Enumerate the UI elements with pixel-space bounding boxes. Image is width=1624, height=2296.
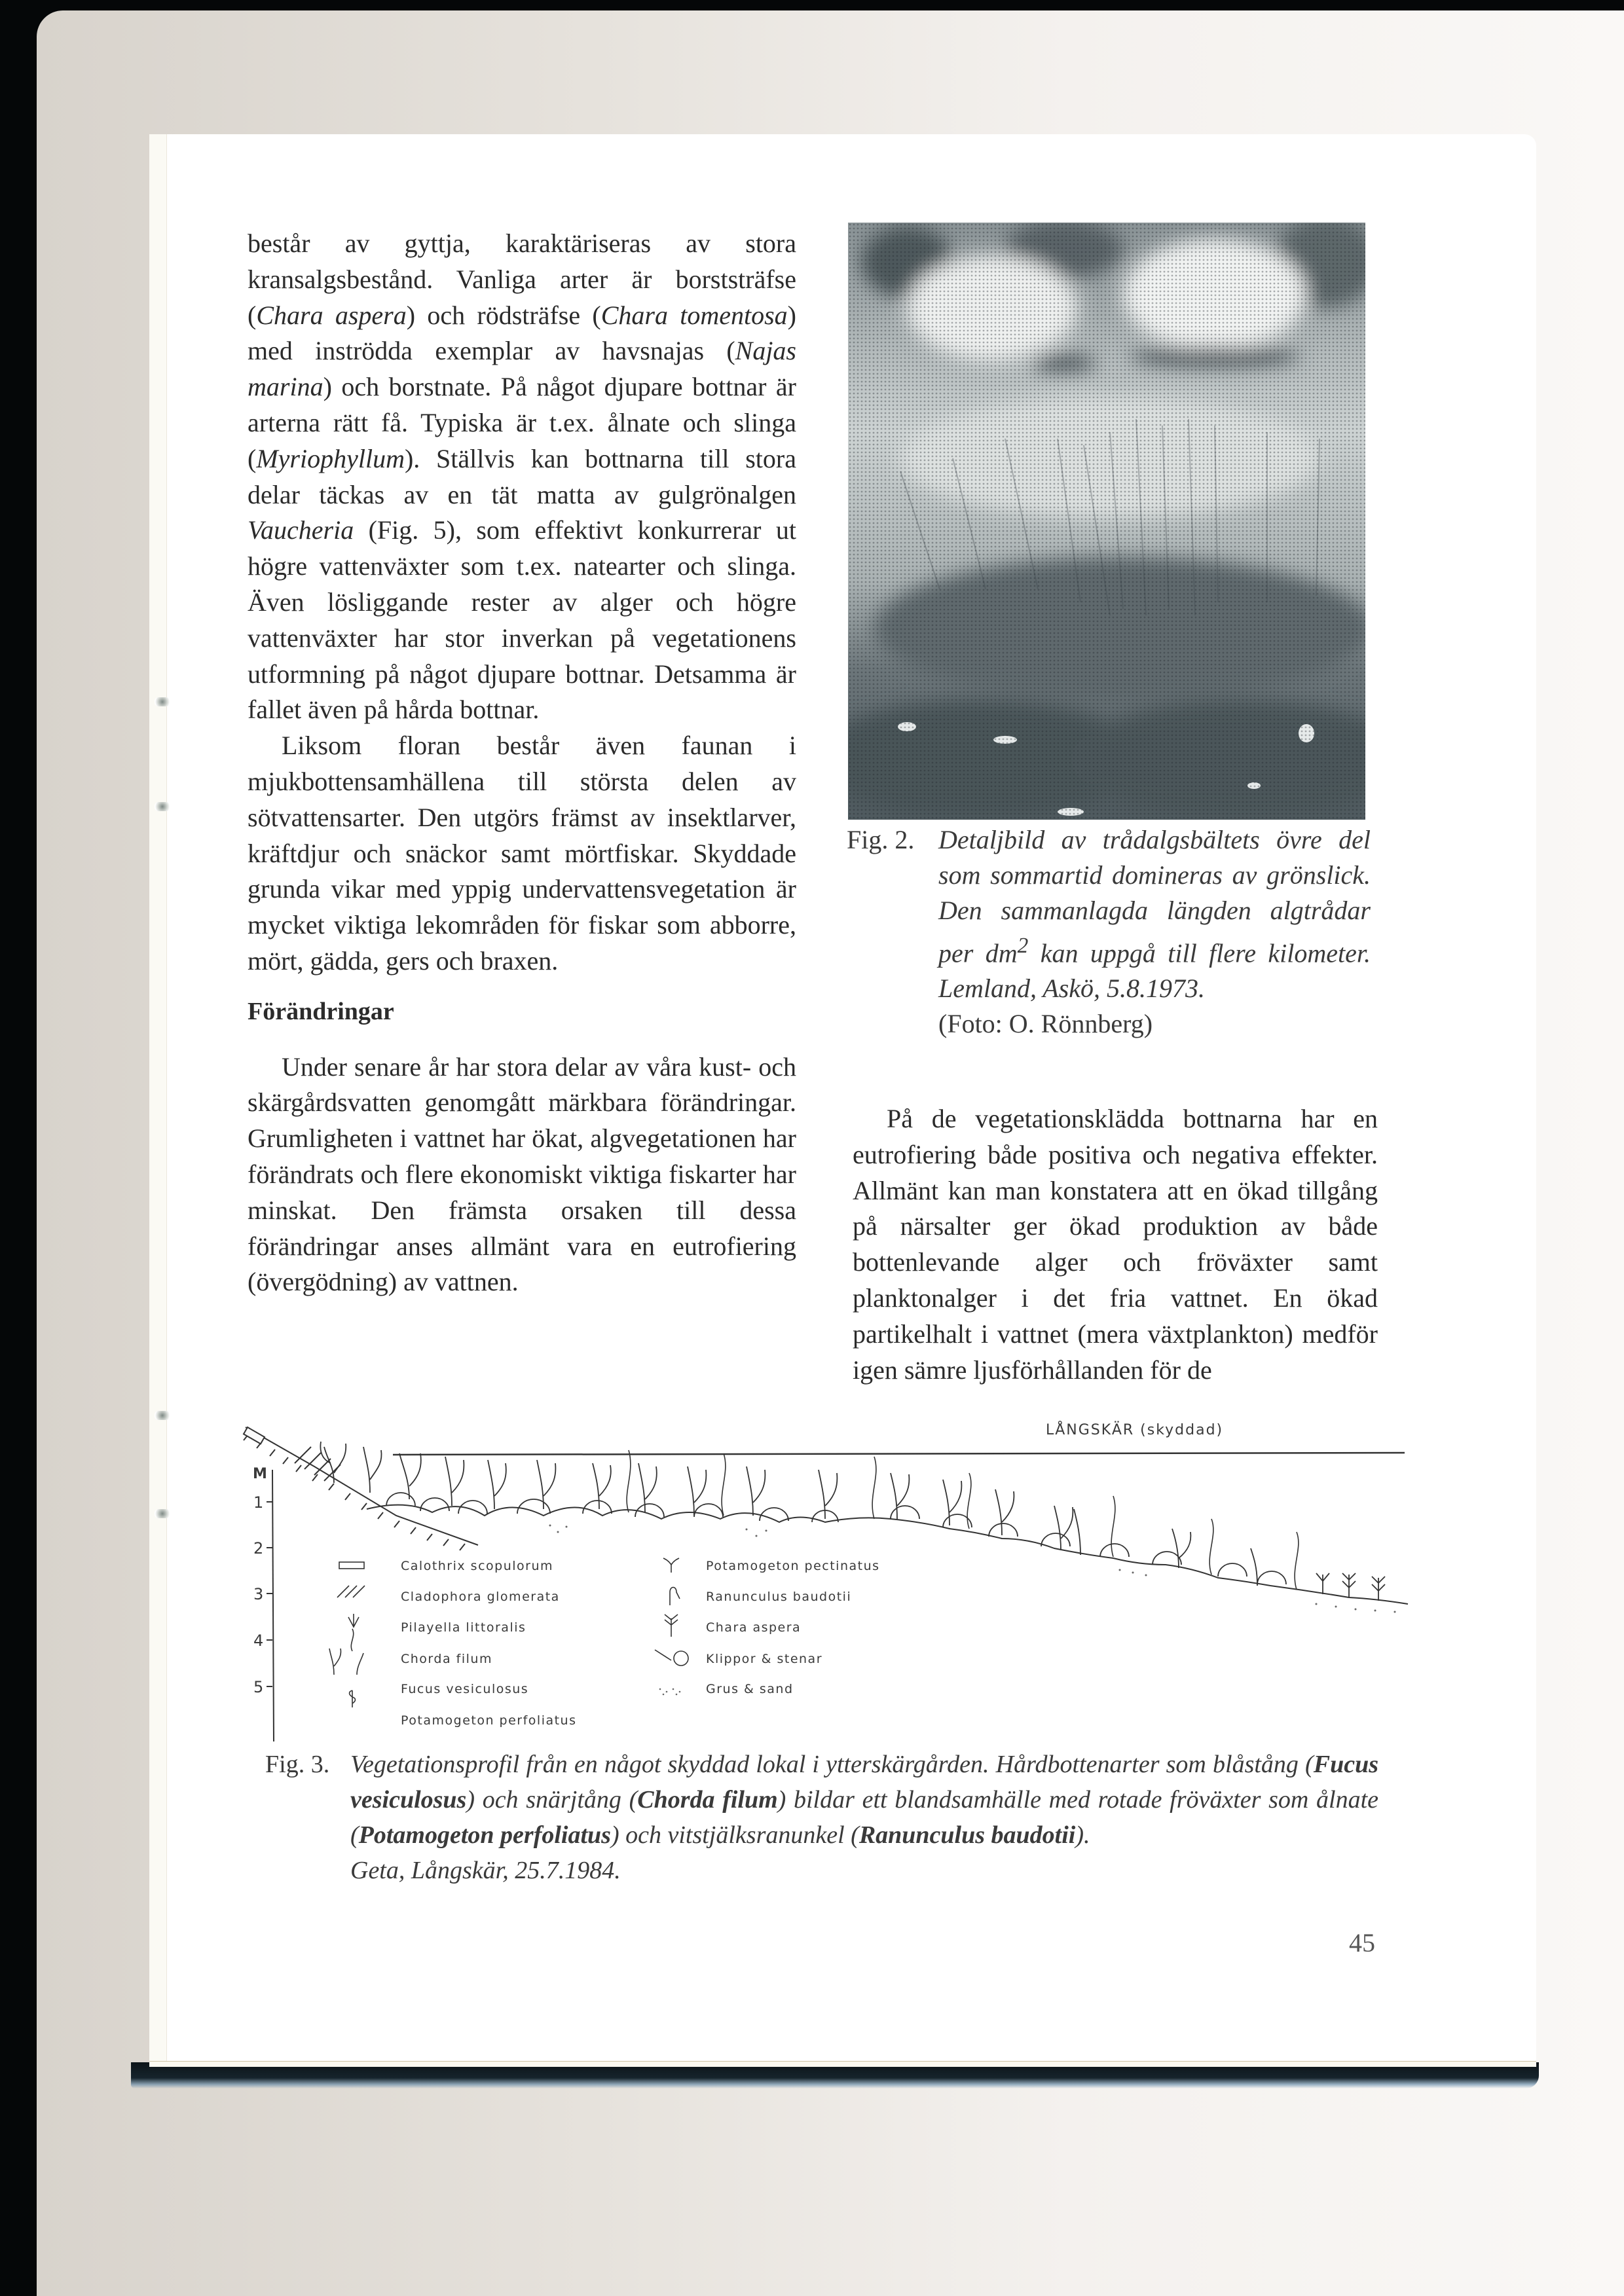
text-run: ) med inströdda exemplar av havsnajas ( xyxy=(248,300,796,366)
chorda-strand-icon xyxy=(351,1629,353,1651)
ranunculus-hook-icon xyxy=(670,1588,680,1606)
species-name: Myriophyllum xyxy=(256,443,405,473)
rock-slope xyxy=(244,1427,478,1550)
depth-tick-label: 3 xyxy=(253,1585,264,1603)
caption-body xyxy=(938,822,1371,1042)
legend-label: Cladophora glomerata xyxy=(401,1590,560,1604)
figure-2-caption xyxy=(847,822,1371,1042)
right-text-column xyxy=(853,1101,1378,1388)
text-run: ) och borstnate. På något djupare bottnar är arterna rätt få. Typiska är t.ex. ålnate och slinga ( xyxy=(248,372,796,473)
species-name: Chorda filum xyxy=(637,1786,778,1813)
binding-stitch xyxy=(155,802,170,811)
text-run: består av gyttja, karaktäriseras av stora kransalgsbestånd. Vanliga arter är borststräfse ( xyxy=(248,228,796,330)
depth-tick-label: 2 xyxy=(253,1539,264,1558)
caption-place-date: Geta, Långskär, 25.7.1984. xyxy=(350,1857,621,1884)
caption-body xyxy=(350,1747,1378,1888)
profile-title: LÅNGSKÄR (skyddad) xyxy=(1046,1422,1224,1438)
cladophora-hatch-icon xyxy=(337,1586,365,1597)
figure-3-caption xyxy=(265,1747,1378,1888)
section-heading: Förändringar xyxy=(248,997,394,1025)
caption-text: kan uppgå till flere kilometer. Lemland, Askö, 5.8.1973. xyxy=(938,938,1371,1004)
legend-label: Klippor & stenar xyxy=(706,1652,823,1666)
depth-tick-label: 4 xyxy=(253,1631,264,1650)
binding-stitch xyxy=(155,1509,170,1518)
page-number: 45 xyxy=(1349,1928,1375,1958)
legend-right xyxy=(655,1558,688,1695)
figure-label: Fig. 3. xyxy=(265,1751,330,1778)
sand-patches xyxy=(549,1525,1396,1613)
binding-stitch xyxy=(155,1411,170,1420)
chara-whorl-icon xyxy=(665,1614,678,1637)
legend-label: Pilayella littoralis xyxy=(401,1620,526,1635)
depth-axis-unit: M xyxy=(253,1466,267,1482)
text-run: ) och rödsträfse ( xyxy=(406,300,601,330)
text-run: ). Ställvis kan bottnarna till stora delar täckas av en tät matta av gulgrönalgen xyxy=(248,443,796,509)
water-surface-line xyxy=(393,1453,1405,1455)
species-name: Chara tomentosa xyxy=(600,300,788,330)
caption-text: ) bildar ett blandsamhälle med rotade fröväxter som ålnate ( xyxy=(350,1786,1378,1849)
depth-axis-ticks xyxy=(253,1493,272,1696)
legend-label: Chara aspera xyxy=(706,1620,802,1635)
deep-end-plants xyxy=(1316,1573,1385,1601)
binding-stitch xyxy=(155,697,170,706)
depth-tick-label: 5 xyxy=(253,1678,264,1696)
depth-axis xyxy=(272,1470,274,1741)
calothrix-band-icon xyxy=(339,1562,364,1569)
caption-text: ) och snärjtång ( xyxy=(466,1786,638,1813)
legend-label: Fucus vesiculosus xyxy=(401,1682,529,1696)
legend-label: Chorda filum xyxy=(401,1652,492,1666)
fucus-frond-icon xyxy=(329,1649,363,1675)
photo-credit: (Foto: O. Rönnberg) xyxy=(938,1009,1153,1039)
text-run: (Fig. 5), som effektivt konkurrerar ut högre vattenväxter som t.ex. natearter och slinga. Även lösliggande rester av alger och högre vattenväxter har stor inverkan på vegetationens utformning på något djupare bottnar. Detsamma är fallet även på hårda bottnar. xyxy=(248,515,796,725)
species-name: Vaucheria xyxy=(248,515,354,545)
depth-tick-label: 1 xyxy=(253,1493,264,1512)
species-name: Ranunculus baudotii xyxy=(858,1821,1076,1849)
legend-label: Calothrix scopulorum xyxy=(401,1559,554,1573)
gravel-dots-icon xyxy=(659,1688,681,1696)
legend-label: Potamogeton perfoliatus xyxy=(401,1713,577,1728)
legend-left-labels xyxy=(401,1559,577,1728)
caption-text: Detaljbild av trådalgsbältets övre del som sommartid domineras av grönslick. Den sammanlagda längden algtrådar per dm xyxy=(938,825,1371,968)
potamogeton-pectinatus-icon xyxy=(663,1558,679,1573)
caption-text: ). xyxy=(1075,1821,1090,1849)
body-paragraph: På de vegetationsklädda bottnarna har en eutrofiering både positiva och negativa effekter. Allmänt kan man konstatera att en ökad tillgång på närsalter ger ökad produktion av både bottenlevande alger och fröväxter samt planktonalger i det fria vattnet. En ökad partikelhalt i vattnet (mera växtplankton) medför igen sämre ljusförhållanden för de xyxy=(853,1104,1378,1385)
legend-label: Ranunculus baudotii xyxy=(706,1590,852,1604)
potamogeton-perfoliatus-icon xyxy=(350,1690,356,1707)
figure-3-vegetation-profile xyxy=(236,1401,1414,1741)
legend-label: Potamogeton pectinatus xyxy=(706,1559,880,1573)
figure-label: Fig. 2. xyxy=(847,825,915,854)
legend-right-labels xyxy=(706,1559,880,1696)
species-name: Chara aspera xyxy=(256,300,407,330)
rock-stone-icon xyxy=(655,1650,688,1666)
species-name: Najas marina xyxy=(248,336,796,402)
legend-left xyxy=(329,1562,365,1707)
legend-label: Grus & sand xyxy=(706,1682,794,1696)
species-name: Fucus vesiculosus xyxy=(350,1751,1378,1813)
caption-text: ) och vitstjälksranunkel ( xyxy=(610,1821,859,1849)
left-text-column xyxy=(248,226,796,1300)
caption-text: Vegetationsprofil från en något skyddad lokal i ytterskärgården. Hårdbottenarter som blåstång ( xyxy=(350,1751,1314,1778)
body-paragraph xyxy=(248,226,796,728)
caption-superscript: 2 xyxy=(1017,934,1029,958)
body-paragraph: Under senare år har stora delar av våra kust- och skärgårdsvatten genomgått märkbara förändringar. Grumligheten i vattnet har ökat, algvegetationen har förändrats och flere ekonomiskt viktiga fiskarter har minskat. Den främsta orsaken till dessa förändringar anses allmänt vara en eutrofiering (övergödning) av vattnen. xyxy=(248,1051,796,1297)
body-paragraph: Liksom floran består även faunan i mjukbottensamhällena till största delen av sötvattensarter. Den utgörs främst av insektlarver, kräftdjur och snäckor samt mörtfiskar. Skyddade grunda vikar med yppig undervattensvegetation är mycket viktiga lekområden för fiskar som abborre, mört, gädda, gers och braxen. xyxy=(248,731,796,975)
pilayella-arrow-icon xyxy=(348,1614,359,1627)
algae-belt-photo xyxy=(848,223,1365,820)
figure-2-photo xyxy=(848,223,1365,820)
species-name: Potamogeton perfoliatus xyxy=(358,1821,611,1849)
